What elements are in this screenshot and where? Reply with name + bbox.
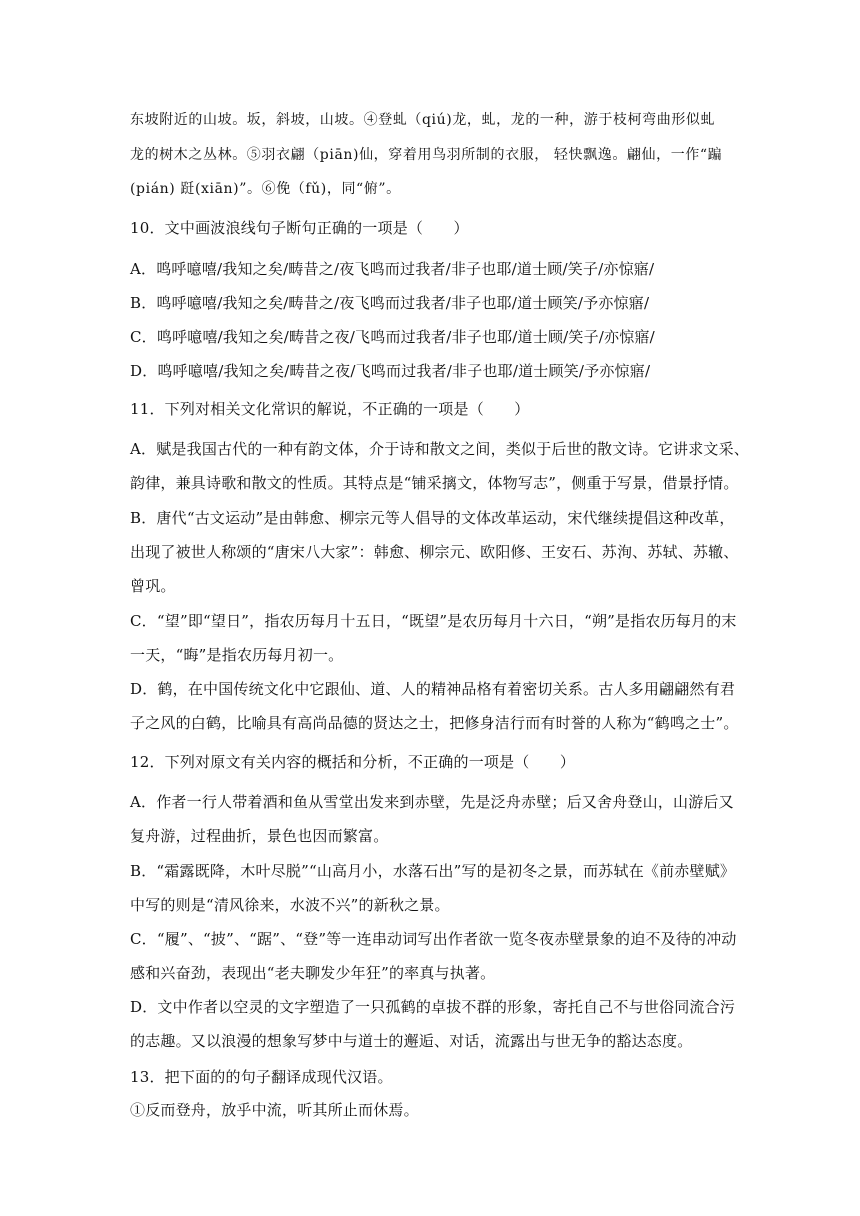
question-10-option-a: A．鸣呼噫嘻/我知之矣/畴昔之/夜飞鸣而过我者/非子也耶/道士顾/笑子/亦惊寤/ — [130, 260, 655, 278]
question-11-option-a: A．赋是我国古代的一种有韵文体，介于诗和散文之间，类似于后世的散文诗。它讲求文采、 — [130, 440, 750, 458]
question-12-option-c: C．“履”、“披”、“踞”、“登”等一连串动词写出作者欲一览冬夜赤壁景象的迫不及待的冲动 — [130, 930, 737, 948]
question-12-option-a-cont: 复舟游，过程曲折，景色也因而繁富。 — [130, 827, 389, 845]
question-11-option-d: D．鹤，在中国传统文化中它跟仙、道、人的精神品格有着密切关系。古人多用翩翩然有君 — [130, 680, 736, 698]
question-11-stem: 11．下列对相关文化常识的解说，不正确的一项是（ ） — [130, 400, 530, 418]
question-10-stem: 10．文中画波浪线句子断句正确的一项是（ ） — [130, 219, 469, 237]
question-12-option-d-cont: 的志趣。又以浪漫的想象写梦中与道士的邂逅、对话，流露出与世无争的豁达态度。 — [130, 1032, 693, 1050]
question-11-option-d-cont: 子之风的白鹤，比喻具有高尚品德的贤达之士，把修身洁行而有时誉的人称为“鹤鸣之士”。 — [130, 714, 739, 732]
question-12-stem: 12．下列对原文有关内容的概括和分析，不正确的一项是（ ） — [130, 753, 576, 771]
question-12-option-a: A．作者一行人带着酒和鱼从雪堂出发来到赤壁，先是泛舟赤壁；后又舍舟登山，山游后又 — [130, 793, 734, 811]
question-11-option-a-cont: 韵律，兼具诗歌和散文的性质。其特点是“铺采摛文，体物写志”，侧重于写景，借景抒情。 — [130, 474, 739, 492]
question-10-option-b: B．鸣呼噫嘻/我知之矣/畴昔之/夜飞鸣而过我者/非子也耶/道士顾笑/予亦惊寤/ — [130, 294, 650, 312]
annotation-line: 龙的树木之丛林。⑤羽衣翩（piān)仙，穿着用鸟羽所制的衣服， 轻快飘逸。翩仙，一作“蹁 — [130, 147, 723, 163]
question-11-option-c: C．“望”即“望日”，指农历每月十五日，“既望”是农历每月十六日，“朔”是指农历每月的末 — [130, 612, 737, 630]
question-11-option-b-cont: 曾巩。 — [130, 577, 176, 595]
question-11-option-b-cont: 出现了被世人称颂的“唐宋八大家”：韩愈、柳宗元、欧阳修、王安石、苏洵、苏轼、苏辙、 — [130, 543, 739, 561]
question-12-option-c-cont: 感和兴奋劲，表现出“老夫聊发少年狂”的率真与执著。 — [130, 964, 496, 982]
question-12-option-b-cont: 中写的则是“清风徐来，水波不兴”的新秋之景。 — [130, 896, 450, 914]
annotation-line: (pián) 跹(xiān)”。⑥俛（fǔ)，同“俯”。 — [130, 181, 401, 197]
question-13-item-1: ①反而登舟，放乎中流，听其所止而休焉。 — [130, 1101, 419, 1119]
question-11-option-b: B．唐代“古文运动”是由韩愈、柳宗元等人倡导的文体改革运动，宋代继续提倡这种改革， — [130, 509, 735, 527]
question-10-option-d: D．鸣呼噫嘻/我知之矣/畴昔之夜/飞鸣而过我者/非子也耶/道士顾笑/予亦惊寤/ — [130, 362, 651, 380]
annotation-line: 东坡附近的山坡。坂，斜坡，山坡。④登虬（qiú)龙，虬，龙的一种，游于枝柯弯曲形似虬 — [130, 112, 716, 128]
question-12-option-d: D．文中作者以空灵的文字塑造了一只孤鹤的卓拔不群的形象，寄托自己不与世俗同流合污 — [130, 998, 736, 1016]
question-10-option-c: C．鸣呼噫嘻/我知之矣/畴昔之夜/飞鸣而过我者/非子也耶/道士顾/笑子/亦惊寤/ — [130, 328, 655, 346]
question-13-stem: 13．把下面的的句子翻译成现代汉语。 — [130, 1068, 393, 1086]
question-11-option-c-cont: 一天，“晦”是指农历每月初一。 — [130, 646, 344, 664]
question-12-option-b: B．“霜露既降，木叶尽脱”“山高月小，水落石出”写的是初冬之景，而苏轼在《前赤壁赋》 — [130, 862, 736, 880]
